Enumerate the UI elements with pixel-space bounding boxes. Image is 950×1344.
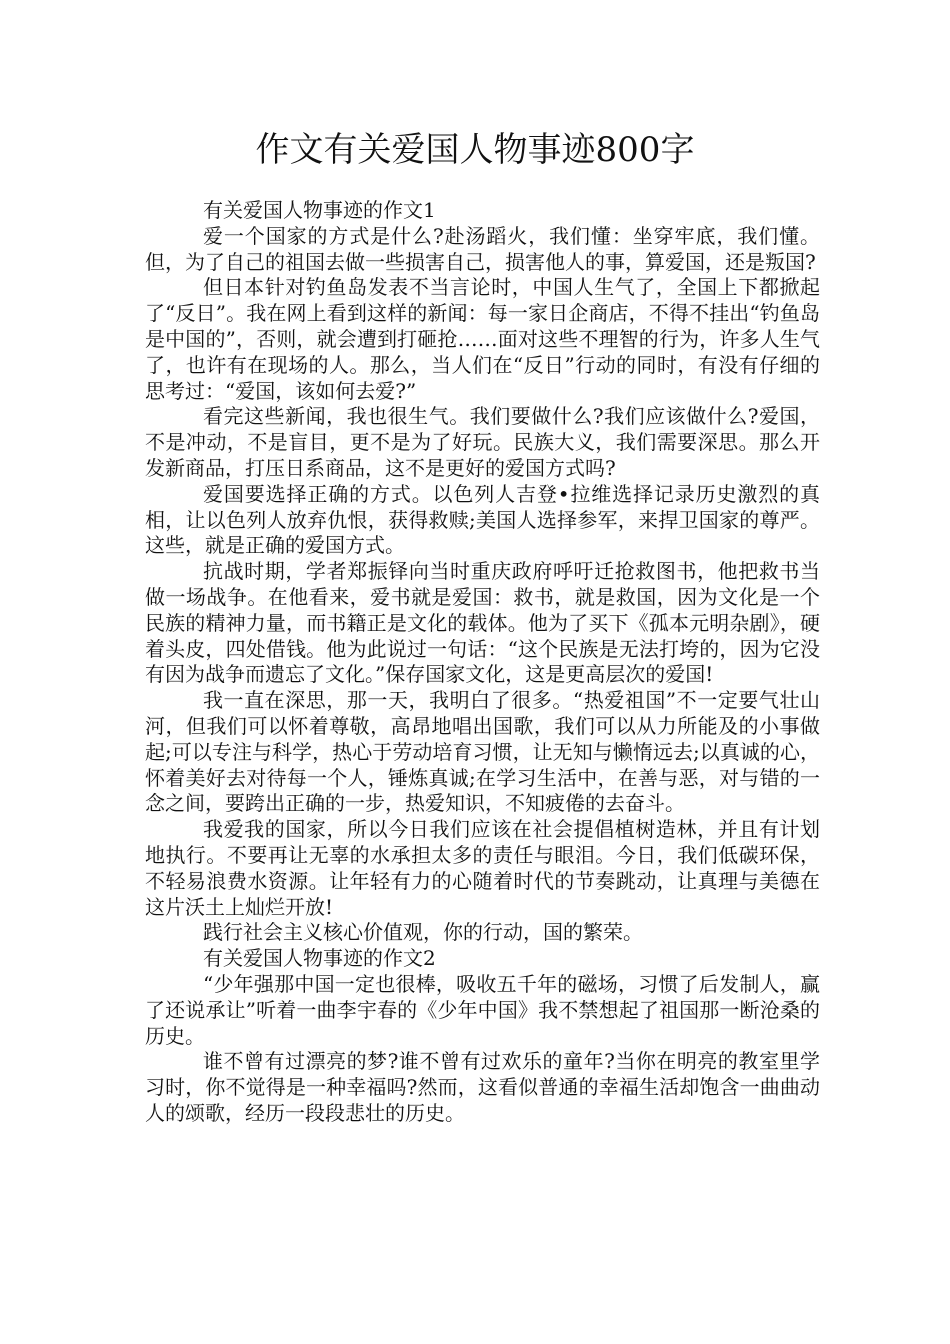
paragraph: 看完这些新闻，我也很生气。我们要做什么?我们应该做什么?爱国，不是冲动，不是盲目，更不是为了好玩。民族大义，我们需要深思。那么开发新商品，打压日系商品，这不是更好的爱国方式吗? — [145, 404, 820, 480]
paragraph: 我一直在深思，那一天，我明白了很多。“热爱祖国”不一定要气壮山河，但我们可以怀着尊敬，高昂地唱出国歌，我们可以从力所能及的小事做起;可以专注与科学，热心于劳动培育习惯，让无知与懒惰远去;以真诚的心，怀着美好去对待每一个人，锤炼真诚;在学习生活中，在善与恶，对与错的一念之间，要跨出正确的一步，热爱知识，不知疲倦的去奋斗。 — [145, 688, 820, 816]
essay-heading-1: 有关爱国人物事迹的作文1 — [203, 198, 436, 222]
paragraph: 但日本针对钓鱼岛发表不当言论时，中国人生气了，全国上下都掀起了“反日”。我在网上看到这样的新闻：每一家日企商店，不得不挂出“钓鱼岛是中国的”，否则，就会遭到打砸抢……面对这些不理智的行为，许多人生气了，也许有在现场的人。那么，当人们在“反日”行动的同时，有没有仔细的思考过：“爱国，该如何去爱?” — [145, 275, 820, 403]
document-body — [145, 198, 820, 1127]
paragraph: 我爱我的国家，所以今日我们应该在社会提倡植树造林，并且有计划地执行。不要再让无辜的水承担太多的责任与眼泪。今日，我们低碳环保，不轻易浪费水资源。让年轻有力的心随着时代的节奏跳动，让真理与美德在这片沃土上灿烂开放! — [145, 817, 820, 919]
paragraph: 践行社会主义核心价值观，你的行动，国的繁荣。 — [203, 920, 643, 945]
paragraph: 抗战时期，学者郑振铎向当时重庆政府呼吁迁抢救图书，他把救书当做一场战争。在他看来，爱书就是爱国：救书，就是救国，因为文化是一个民族的精神力量，而书籍正是文化的载体。他为了买下《孤本元明杂剧》，硬着头皮，四处借钱。他为此说过一句话：“这个民族是无法打垮的，因为它没有因为战争而遗忘了文化。”保存国家文化，这是更高层次的爱国! — [145, 559, 820, 687]
paragraph: 爱国要选择正确的方式。以色列人吉登•拉维选择记录历史激烈的真相，让以色列人放弃仇恨，获得救赎;美国人选择参军，来捍卫国家的尊严。这些，就是正确的爱国方式。 — [145, 481, 820, 558]
paragraph: 爱一个国家的方式是什么?赴汤蹈火，我们懂：坐穿牢底，我们懂。但，为了自己的祖国去做一些损害自己，损害他人的事，算爱国，还是叛国? — [145, 223, 820, 274]
paragraph: “少年强那中国一定也很棒，吸收五千年的磁场，习惯了后发制人，赢了还说承让”听着一曲李宇春的《少年中国》我不禁想起了祖国那一断沧桑的历史。 — [145, 971, 820, 1048]
paragraph: 谁不曾有过漂亮的梦?谁不曾有过欢乐的童年?当你在明亮的教室里学习时，你不觉得是一种幸福吗?然而，这看似普通的幸福生活却饱含一曲曲动人的颂歌，经历一段段悲壮的历史。 — [145, 1049, 820, 1125]
document-title: 作文有关爱国人物事迹800字 — [255, 130, 695, 170]
essay-heading-2: 有关爱国人物事迹的作文2 — [203, 946, 436, 971]
